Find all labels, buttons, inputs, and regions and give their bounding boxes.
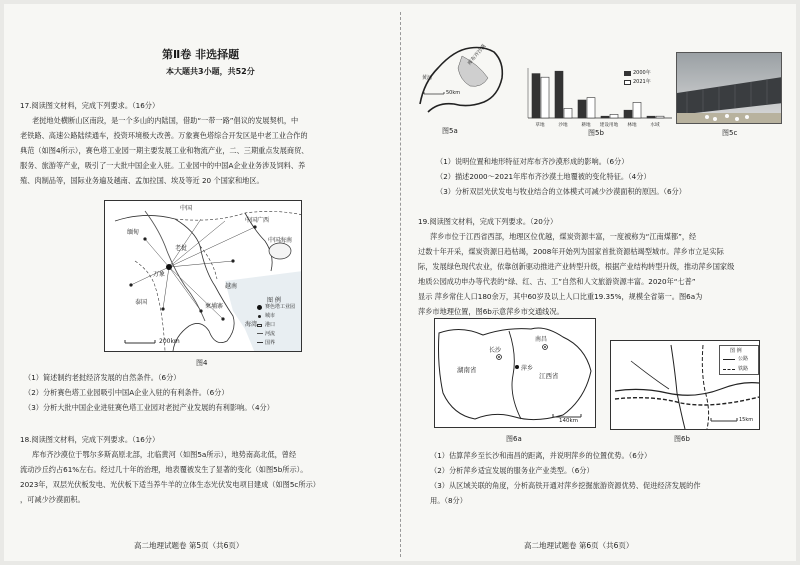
fig6a-jiangxi-label: 江西省: [539, 372, 559, 380]
figure-4-caption: 图4: [196, 359, 208, 367]
bar-2021: [587, 98, 595, 118]
right-page-footer: 高二地理试题卷 第6页（共6页）: [524, 541, 634, 550]
fig6b-legend-title: 图 例: [730, 348, 742, 354]
fig6b-scale-label: 15km: [739, 417, 754, 423]
q19-para-line: 过数十年开采，煤炭资源日趋枯竭，2008年开始列为国家首批资源枯竭型城市。萍乡市立足实际: [418, 247, 724, 256]
legend-title: 图 例: [267, 297, 281, 304]
figure-6b-map: [610, 340, 760, 430]
q17-question-2: （2）分析赛色塔工业园吸引中国A企业入驻的有利条件。（6分）: [24, 388, 229, 397]
legend-label-2021: 2021年: [633, 79, 651, 85]
q18-para-line: ，可减少沙漠面积。: [20, 495, 85, 504]
legend-label-2000: 2000年: [633, 70, 651, 76]
figure-5b-caption: 图5b: [588, 129, 604, 137]
q19-para-line: 萍乡市位于江西省西部，地理区位优越，煤炭资源丰富，一度被称为“江南煤都”，经: [430, 232, 697, 241]
bar-2000: [601, 116, 609, 118]
figure-4-map: [104, 200, 302, 352]
map-label-guangxi: 中国广西: [245, 217, 270, 224]
x-tick-label: 建设用地: [599, 123, 619, 128]
chart-legend: [624, 70, 672, 88]
figure-6b-caption: 图6b: [674, 435, 690, 443]
figure-5a-map: [414, 42, 514, 126]
fig5a-scale-label: 50km: [446, 90, 461, 96]
q19-para-line: 际，发展绿色现代农业，依靠创新驱动推进产业转型升级，根据产业结构转型升级，推动萍乡国家级: [418, 262, 735, 271]
legend-item: 赛色塔工业园: [265, 304, 296, 310]
map-label-laos: 老挝: [175, 245, 188, 252]
fig6a-scale-label: 140km: [559, 418, 579, 424]
figure-5c-caption: 图5c: [722, 129, 738, 137]
legend-item: 河流: [265, 331, 276, 337]
x-tick-label: 草地: [535, 123, 545, 128]
bar-2021: [541, 77, 549, 118]
x-tick-label: 沙地: [558, 123, 568, 128]
left-page: [4, 4, 396, 561]
q19-question-3: （3）从区域关联的角度，分析高铁开通对萍乡挖掘旅游资源优势、促进经济发展的作: [430, 481, 701, 490]
figure-5c-photo: [676, 52, 782, 124]
q19-heading: 19.阅读图文材料，完成下列要求。（20分）: [418, 217, 558, 226]
map-scale-label: 200km: [159, 338, 180, 345]
bar-2021: [610, 114, 618, 118]
road-legend-icon: [723, 359, 735, 360]
pingxiang-marker: [515, 365, 519, 369]
fig6b-legend-item: 铁路: [738, 366, 749, 372]
figure-6a-map: [434, 318, 596, 428]
left-page-footer: 高二地理试题卷 第5页（共6页）: [134, 541, 244, 550]
q18-question-1: （1）说明位置和地形特征对库布齐沙漠形成的影响。（6分）: [436, 157, 629, 166]
map-label-thailand: 泰国: [135, 299, 148, 306]
figure-6a-caption: 图6a: [506, 435, 522, 443]
legend-item: 城市: [265, 313, 276, 319]
fig6a-changsha-label: 长沙: [489, 347, 502, 354]
border-legend-icon: [257, 342, 263, 343]
fig6a-hunan-label: 湖南省: [457, 366, 477, 374]
river-legend-icon: [257, 333, 263, 334]
railway-legend-icon: [723, 369, 735, 370]
legend-item: 国界: [265, 340, 276, 346]
right-page: [404, 4, 796, 561]
legend-item: 港口: [265, 322, 276, 328]
port-legend-icon: [257, 324, 262, 327]
q18-para-line: 库布齐沙漠位于鄂尔多斯高原北部，北临黄河（如图5a所示），地势南高北低，曾经: [32, 450, 297, 459]
bar-2021: [564, 108, 572, 118]
q18-para-line: 2023年，双层光伏板发电、光伏板下适当养牛羊的立体生态光伏发电项目建成（如图5c所示）: [20, 480, 320, 489]
q18-question-2: （2）描述2000～2021年库布齐沙漠土地覆被的变化特征。（4分）: [436, 172, 651, 181]
x-tick-label: 林地: [627, 123, 637, 128]
bar-2000: [647, 116, 655, 118]
legend-swatch-2021: [624, 80, 631, 85]
q17-para-line: 典范（如图4所示），赛色塔工业园一期主要发展工业和物流产业，二、三期重点发展商贸、: [20, 146, 309, 155]
bar-2000: [624, 110, 632, 118]
bar-2000: [555, 71, 563, 118]
q17-para-line: 服务、旅游等产业，吸引了一大批中国企业入驻。工业园中的中国A企业业务涉及饲料、养: [20, 161, 306, 170]
q19-question-3-cont: 用。（8分）: [430, 496, 467, 505]
q18-heading: 18.阅读图文材料，完成下列要求。（16分）: [20, 435, 160, 444]
map-label-cambodia: 柬埔寨: [205, 303, 224, 310]
q19-question-2: （2）分析萍乡适宜发展的服务业产业类型。（6分）: [430, 466, 594, 475]
fig6b-legend-item: 公路: [738, 356, 749, 362]
q17-heading: 17.阅读图文材料，完成下列要求。（16分）: [20, 101, 160, 110]
q19-question-1: （1）估算萍乡至长沙和南昌的距离，并说明萍乡的位置优势。（6分）: [430, 451, 652, 460]
q17-question-1: （1）简述制约老挝经济发展的自然条件。（6分）: [24, 373, 181, 382]
bar-2021: [633, 102, 641, 118]
part-subtitle: 本大题共3小题，共52分: [166, 67, 255, 76]
fig5a-river-label: 黄河: [422, 75, 433, 81]
map-label-hainan: 中国海南: [268, 237, 293, 244]
figure-4-legend: [257, 295, 301, 351]
x-tick-label: 耕地: [581, 123, 591, 128]
q17-question-3: （3）分析大批中国企业进驻赛色塔工业园对老挝产业发展的有利影响。（4分）: [24, 403, 274, 412]
q19-para-line: 萍乡市地理位置，图6b示意萍乡市交通线况。: [418, 307, 564, 316]
map-label-bay: 海湾: [245, 321, 258, 328]
part-title: 第Ⅱ卷 非选择题: [162, 48, 240, 61]
city-legend-icon: [258, 315, 261, 318]
bar-2021: [656, 116, 664, 118]
fig6a-nanchang-label: 南昌: [535, 336, 548, 343]
saysettha-park-marker: [166, 264, 172, 270]
legend-swatch-2000: [624, 71, 631, 76]
figure-5b-chart: [526, 66, 674, 128]
q17-para-line: 老铁路、高速公路陆续通车，投资环境极大改善。万象赛色塔综合开发区是中老工业合作的: [20, 131, 308, 140]
q18-question-3: （3）分析双层光伏发电与牧业结合的立体模式可减少沙漠面积的原因。（6分）: [436, 187, 686, 196]
fig6a-pingxiang-label: 萍乡: [521, 365, 534, 372]
exam-sheet: [4, 4, 796, 561]
fig6b-legend: [719, 345, 759, 375]
x-tick-label: 水域: [650, 123, 660, 128]
figure-5a-caption: 图5a: [442, 127, 458, 135]
map-label-vietnam: 越南: [225, 283, 238, 290]
q19-para-line: 地质公园成功申办等代表的“绿、红、古、工”自然和人文旅游资源丰富。2020年“七普”: [418, 277, 696, 286]
q17-para-line: 殖、肉制品等，国际业务遍及越南、孟加拉国、埃及等近 20 个国家和地区。: [20, 176, 264, 185]
map-label-vientiane: 万象: [153, 271, 166, 278]
figure-5a-svg: [414, 42, 514, 126]
map-label-myanmar: 缅甸: [127, 229, 140, 236]
q19-para-line: 显示 萍乡常住人口180余万，其中60岁及以上人口比重19.35%，规模全省第一。图6a为: [418, 292, 703, 301]
bar-2000: [578, 100, 586, 118]
fig5a-desert-label: 库布齐沙漠: [466, 43, 488, 67]
page-divider: [400, 12, 401, 557]
park-legend-icon: [257, 305, 262, 310]
q17-para-line: 老挝地处横断山区南段，是一个多山的内陆国，借助“一带一路”倡议的发展契机，中: [32, 116, 299, 125]
bar-2000: [532, 74, 540, 118]
q18-para-line: 流动沙丘约占61%左右。经过几十年的治理，地表覆被发生了显著的变化（如图5b所示）。: [20, 465, 308, 474]
map-label-china: 中国: [180, 205, 193, 212]
